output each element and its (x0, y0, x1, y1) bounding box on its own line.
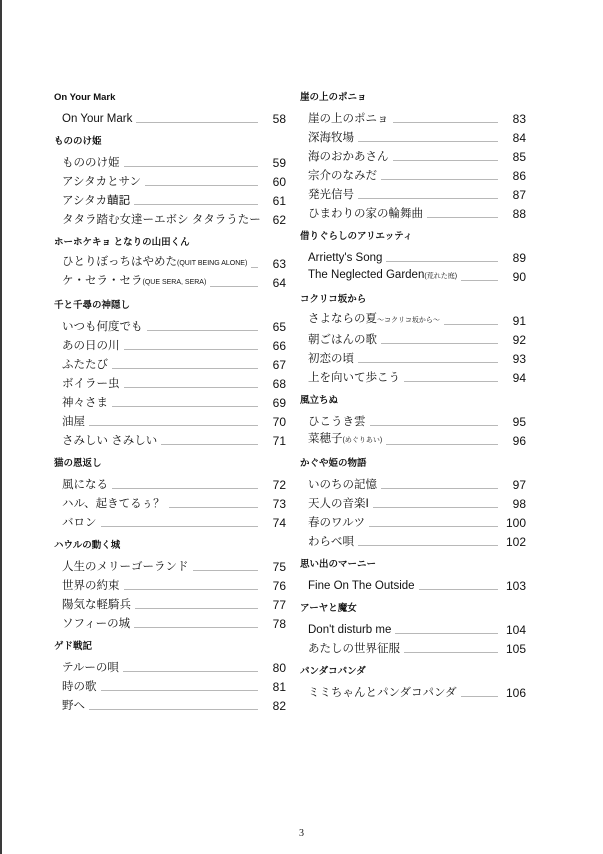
toc-entry[interactable] (300, 511, 526, 530)
section-gap (54, 631, 286, 641)
toc-right-column (300, 92, 526, 700)
song-title (62, 377, 124, 391)
section-gap (54, 448, 286, 458)
section-gap (300, 284, 526, 294)
section-title: ゲド戦記 (54, 641, 93, 652)
song-title-text: ミミちゃんとパンダコパンダ (308, 686, 457, 699)
toc-entry[interactable] (300, 618, 526, 637)
toc-entry[interactable] (54, 410, 286, 429)
page-ref: 91 (512, 313, 526, 328)
leader-line (419, 589, 498, 590)
song-title-text: 海のおかあさん (308, 150, 389, 163)
toc-entry[interactable] (300, 681, 526, 700)
song-title-text: 時の歌 (62, 680, 97, 693)
page-ref: 69 (272, 395, 286, 410)
leader-line (358, 141, 498, 142)
song-title (308, 352, 358, 366)
toc-entry[interactable] (54, 334, 286, 353)
section-title: アーヤと魔女 (300, 603, 357, 614)
song-title (308, 642, 404, 656)
song-title (308, 432, 386, 448)
toc-section (54, 92, 286, 136)
leader-line (358, 198, 498, 199)
song-title (308, 169, 381, 183)
section-title: 風立ちぬ (300, 395, 339, 406)
leader-line (370, 425, 499, 426)
song-title-text: The Neglected Garden (308, 268, 425, 281)
page-ref: 66 (272, 338, 286, 353)
song-title-text: あの日の川 (62, 339, 120, 352)
song-title-text: ひこうき雲 (308, 415, 366, 428)
toc-entry[interactable] (300, 309, 526, 328)
song-title (308, 112, 393, 126)
toc-entry[interactable] (54, 151, 286, 170)
toc-entry[interactable] (300, 145, 526, 164)
song-title (62, 358, 112, 372)
page-ref: 58 (272, 111, 286, 126)
page-ref: 93 (512, 351, 526, 366)
toc-entry[interactable] (54, 353, 286, 372)
page-ref: 94 (512, 370, 526, 385)
page-ref: 68 (272, 376, 286, 391)
song-title-text: ひまわりの家の輪舞曲 (308, 207, 423, 220)
leader-line (393, 160, 499, 161)
section-title: ホーホケキョ となりの山田くん (54, 237, 190, 248)
leader-line (386, 444, 498, 445)
page-ref: 75 (272, 559, 286, 574)
leader-line (169, 507, 258, 508)
toc-entry[interactable] (300, 410, 526, 429)
section-title: On Your Mark (54, 92, 116, 103)
song-title (62, 396, 112, 410)
page-ref: 62 (272, 212, 286, 227)
page-ref: 74 (272, 515, 286, 530)
song-title (62, 112, 136, 126)
leader-line (134, 204, 258, 205)
page-ref: 78 (272, 616, 286, 631)
toc-section (300, 395, 526, 458)
song-title (62, 497, 169, 511)
song-title-text: ひとりぼっちはやめた (62, 255, 177, 268)
toc-entry[interactable] (54, 170, 286, 189)
leader-line (135, 608, 258, 609)
toc-entry[interactable] (54, 315, 286, 334)
leader-line (89, 709, 258, 710)
toc-entry[interactable] (54, 107, 286, 126)
section-gap (300, 593, 526, 603)
leader-line (101, 526, 259, 527)
toc-entry[interactable] (54, 612, 286, 631)
song-title-text: On Your Mark (62, 112, 133, 125)
toc-section (300, 294, 526, 395)
song-title (308, 579, 419, 593)
toc-entry[interactable] (300, 366, 526, 385)
song-title (62, 617, 134, 631)
song-title (62, 175, 145, 189)
song-title-text: アシタカとサン (62, 175, 142, 188)
toc-section (54, 136, 286, 237)
leader-line (358, 545, 498, 546)
page-ref: 102 (505, 534, 526, 549)
page-number: 3 (299, 828, 304, 839)
toc-left-column (54, 92, 286, 713)
toc-entry[interactable] (54, 511, 286, 530)
song-title-text: 朝ごはんの歌 (308, 333, 377, 346)
page-ref: 100 (505, 515, 526, 530)
toc-entry[interactable] (54, 656, 286, 675)
leader-line (147, 330, 259, 331)
song-title-note: (めぐりあい) (342, 436, 383, 444)
toc-section (300, 92, 526, 231)
song-title (308, 623, 395, 637)
page-ref: 76 (272, 578, 286, 593)
song-title-text: Don't disturb me (308, 623, 392, 636)
song-title-text: 発光信号 (308, 188, 354, 201)
page-ref: 77 (272, 597, 286, 612)
song-title-text: タタラ踏む女達ーエボシ タタラうたー (62, 213, 261, 226)
toc-entry[interactable] (300, 107, 526, 126)
toc-entry[interactable] (54, 391, 286, 410)
page-ref: 60 (272, 174, 286, 189)
toc-section (54, 458, 286, 540)
section-gap (54, 530, 286, 540)
song-title (308, 686, 461, 700)
leader-line (193, 570, 259, 571)
toc-section (300, 231, 526, 294)
section-gap (300, 448, 526, 458)
song-title-text: さよならの夏 (308, 312, 377, 325)
song-title-text: 野へ (62, 699, 85, 712)
song-title (62, 415, 89, 429)
page-ref: 71 (272, 433, 286, 448)
leader-line (124, 166, 259, 167)
song-title (308, 312, 444, 328)
song-title-text: 深海牧場 (308, 131, 354, 144)
leader-line (386, 261, 498, 262)
toc-entry[interactable] (54, 555, 286, 574)
page-ref: 98 (512, 496, 526, 511)
toc-entry[interactable] (300, 530, 526, 549)
song-title (62, 320, 147, 334)
leader-line (124, 349, 259, 350)
song-title-text: Fine On The Outside (308, 579, 415, 592)
section-gap (54, 227, 286, 237)
toc-entry[interactable] (300, 202, 526, 221)
song-title-text: アシタカ𦻙記 (62, 194, 131, 207)
toc-entry[interactable] (300, 347, 526, 366)
song-title-note: (QUE SERA, SERA) (142, 278, 207, 286)
leader-line (112, 406, 258, 407)
leader-line (112, 488, 258, 489)
song-title-text: ハル、起きてるぅ？ (62, 497, 165, 510)
page-ref: 64 (272, 275, 286, 290)
page-ref: 92 (512, 332, 526, 347)
toc-section (300, 458, 526, 559)
page-ref: 73 (272, 496, 286, 511)
song-title-text: もののけ姫 (62, 156, 120, 169)
song-title-text: 陽気な軽騎兵 (62, 598, 131, 611)
page-ref: 96 (512, 433, 526, 448)
song-title (308, 188, 358, 202)
page-ref: 89 (512, 250, 526, 265)
page-ref: 97 (512, 477, 526, 492)
page-ref: 82 (272, 698, 286, 713)
toc-entry[interactable] (300, 246, 526, 265)
song-title (308, 150, 393, 164)
leader-line (123, 671, 258, 672)
song-title (62, 339, 124, 353)
song-title (308, 131, 358, 145)
section-title: ハウルの動く城 (54, 540, 121, 551)
section-title: もののけ姫 (54, 136, 102, 147)
leader-line (145, 185, 258, 186)
song-title-text: 天人の音楽Ⅰ (308, 497, 369, 510)
page-ref: 84 (512, 130, 526, 145)
leader-line (444, 324, 498, 325)
toc-section (54, 300, 286, 458)
page-edge-shadow (0, 0, 2, 854)
song-title (308, 251, 386, 265)
toc-section (300, 666, 526, 700)
page-ref: 65 (272, 319, 286, 334)
page-ref: 63 (272, 256, 286, 271)
song-title (62, 255, 251, 271)
leader-line (381, 488, 498, 489)
song-title (62, 478, 112, 492)
toc-entry[interactable] (54, 429, 286, 448)
toc-entry[interactable] (54, 473, 286, 492)
song-title (308, 415, 370, 429)
song-title-text: 風になる (62, 478, 108, 491)
page-ref: 106 (505, 685, 526, 700)
song-title-text: いつも何度でも (62, 320, 143, 333)
song-title-text: 初恋の頃 (308, 352, 354, 365)
toc-entry[interactable] (54, 593, 286, 612)
leader-line (395, 633, 498, 634)
page-ref: 59 (272, 155, 286, 170)
page-ref: 85 (512, 149, 526, 164)
toc-section (54, 540, 286, 641)
toc-entry[interactable] (54, 574, 286, 593)
song-title (62, 579, 124, 593)
song-title-text: 春のワルツ (308, 516, 366, 529)
song-title-note: (QUIT BEING ALONE) (177, 259, 248, 267)
song-title (308, 333, 381, 347)
song-title-text: 宗介のなみだ (308, 169, 377, 182)
page-ref: 90 (512, 269, 526, 284)
toc-entry[interactable] (54, 271, 286, 290)
toc-entry[interactable] (300, 328, 526, 347)
song-title (308, 207, 427, 221)
song-title (62, 598, 135, 612)
song-title-text: 人生のメリーゴーランド (62, 560, 189, 573)
page-ref: 67 (272, 357, 286, 372)
toc-entry[interactable] (300, 429, 526, 448)
section-title: コクリコ坂から (300, 294, 367, 305)
section-title: 猫の恩返し (54, 458, 102, 469)
song-title (62, 156, 124, 170)
leader-line (461, 696, 498, 697)
toc-entry[interactable] (54, 189, 286, 208)
song-title (308, 268, 461, 284)
song-title (308, 371, 404, 385)
page-ref: 105 (505, 641, 526, 656)
leader-line (427, 217, 498, 218)
page-ref: 70 (272, 414, 286, 429)
toc-entry[interactable] (54, 694, 286, 713)
song-title (62, 194, 134, 208)
page-ref: 80 (272, 660, 286, 675)
leader-line (393, 122, 499, 123)
page-ref: 72 (272, 477, 286, 492)
section-gap (300, 549, 526, 559)
section-gap (54, 290, 286, 300)
leader-line (404, 652, 498, 653)
leader-line (124, 387, 259, 388)
song-title-note: 〜コクリコ坂から〜 (377, 316, 440, 324)
toc-entry[interactable] (54, 492, 286, 511)
song-title-text: 上を向いて歩こう (308, 371, 400, 384)
section-title: かぐや姫の物語 (300, 458, 367, 469)
song-title (62, 699, 89, 713)
song-title-text: ソフィーの城 (62, 617, 131, 630)
leader-line (112, 368, 258, 369)
page-ref: 103 (505, 578, 526, 593)
song-title-text: あたしの世界征服 (308, 642, 400, 655)
toc-entry[interactable] (300, 492, 526, 511)
leader-line (124, 589, 259, 590)
song-title-text: さみしい さみしい (62, 434, 158, 447)
section-gap (300, 221, 526, 231)
page-ref: 95 (512, 414, 526, 429)
song-title-text: 油屋 (62, 415, 85, 428)
toc-section (54, 641, 286, 713)
leader-line (404, 381, 498, 382)
leader-line (358, 362, 498, 363)
page-ref: 61 (272, 193, 286, 208)
leader-line (251, 267, 258, 268)
toc-entry[interactable] (54, 208, 286, 227)
leader-line (101, 690, 259, 691)
song-title-text: テルーの唄 (62, 661, 119, 674)
toc-section (300, 603, 526, 666)
page-ref: 81 (272, 679, 286, 694)
leader-line (136, 122, 258, 123)
section-title: パンダコパンダ (300, 666, 366, 677)
song-title-text: バロン (62, 516, 97, 529)
toc-entry[interactable] (300, 164, 526, 183)
toc-entry[interactable] (300, 574, 526, 593)
section-title: 思い出のマーニー (300, 559, 377, 570)
song-title (62, 516, 101, 530)
section-gap (300, 656, 526, 666)
song-title-text: わらべ唄 (308, 535, 354, 548)
song-title-text: ケ・セラ・セラ (62, 274, 143, 287)
toc-entry[interactable] (300, 473, 526, 492)
section-title: 千と千尋の神隠し (54, 300, 131, 311)
song-title-text: ボイラー虫 (62, 377, 120, 390)
song-title (308, 497, 373, 511)
leader-line (161, 444, 258, 445)
song-title-text: 崖の上のポニョ (308, 112, 389, 125)
song-title (308, 535, 358, 549)
song-title (62, 274, 210, 290)
toc-entry[interactable] (300, 126, 526, 145)
section-title: 借りぐらしのアリエッティ (300, 231, 413, 242)
song-title-note: (荒れた庭) (424, 272, 458, 280)
song-title (308, 516, 369, 530)
leader-line (381, 179, 498, 180)
song-title (62, 560, 193, 574)
toc-section (54, 237, 286, 300)
song-title (62, 661, 123, 675)
song-title (62, 213, 265, 227)
page-ref: 83 (512, 111, 526, 126)
toc-entry[interactable] (300, 265, 526, 284)
section-gap (300, 385, 526, 395)
song-title-text: 神々さま (62, 396, 108, 409)
leader-line (89, 425, 258, 426)
leader-line (461, 280, 498, 281)
page-ref: 88 (512, 206, 526, 221)
leader-line (373, 507, 498, 508)
page-ref: 86 (512, 168, 526, 183)
song-title-text: いのちの記憶 (308, 478, 377, 491)
toc-section (300, 559, 526, 603)
leader-line (210, 286, 258, 287)
song-title-text: 世界の約束 (62, 579, 120, 592)
toc-entry[interactable] (300, 637, 526, 656)
leader-line (369, 526, 498, 527)
song-title-text: 菜穂子 (308, 432, 343, 445)
toc-entry[interactable] (54, 372, 286, 391)
section-gap (54, 126, 286, 136)
song-title-text: ふたたび (62, 358, 108, 371)
page-ref: 104 (505, 622, 526, 637)
page-ref: 87 (512, 187, 526, 202)
section-title: 崖の上のポニョ (300, 92, 367, 103)
toc-entry[interactable] (54, 252, 286, 271)
toc-entry[interactable] (300, 183, 526, 202)
song-title-text: Arrietty's Song (308, 251, 383, 264)
song-title (308, 478, 381, 492)
song-title (62, 434, 161, 448)
leader-line (381, 343, 498, 344)
leader-line (134, 627, 258, 628)
toc-entry[interactable] (54, 675, 286, 694)
song-title (62, 680, 101, 694)
